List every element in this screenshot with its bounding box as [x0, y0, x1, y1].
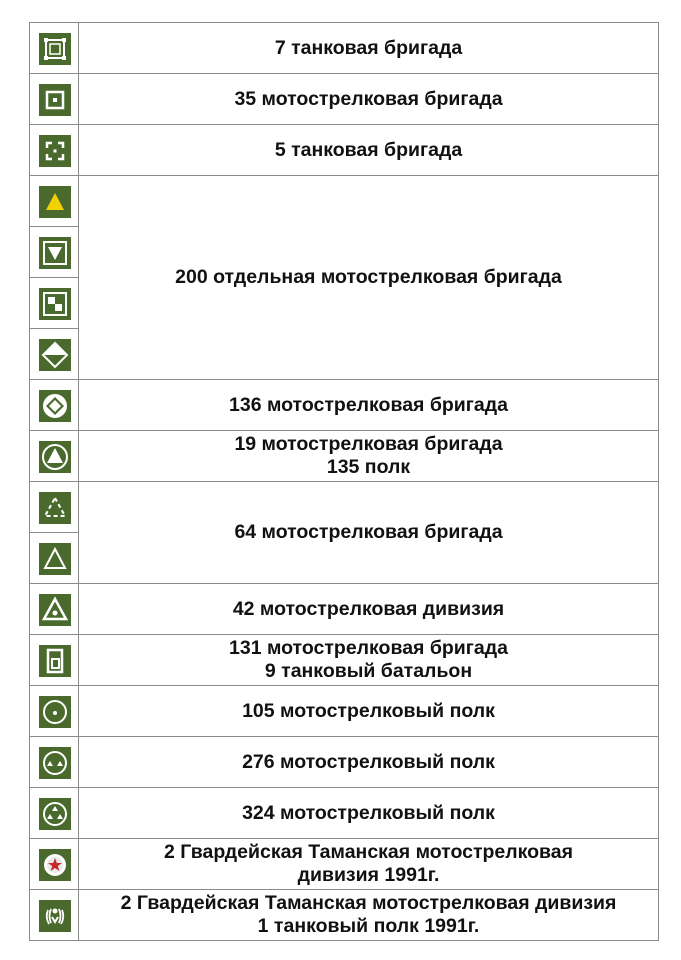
- icon-cell: [29, 736, 79, 788]
- icon-cell: [29, 532, 79, 584]
- unit-name-cell: [78, 838, 659, 890]
- circle-with-two-triangles-icon: [39, 747, 71, 779]
- icon-cell: [29, 889, 79, 941]
- unit-name-line: 324 мотострелковый полк: [242, 801, 495, 824]
- guards-wreath-icon: [39, 900, 71, 932]
- unit-name-cell: [78, 481, 659, 584]
- unit-name-cell: [78, 583, 659, 635]
- broken-square-frame-icon: [39, 135, 71, 167]
- unit-name-cell: [78, 175, 659, 380]
- unit-name-line: 7 танковая бригада: [274, 36, 463, 59]
- unit-name-cell: [78, 124, 659, 176]
- unit-name-line: 105 мотострелковый полк: [242, 699, 495, 722]
- icon-cell: [29, 838, 79, 890]
- inverted-triangle-icon: [39, 237, 71, 269]
- unit-name-line: 2 Гвардейская Таманская мотострелковая: [163, 841, 574, 863]
- unit-name-cell: [78, 634, 659, 686]
- icon-cell: [29, 277, 79, 329]
- icon-cell: [29, 379, 79, 431]
- circle-with-three-triangles-icon: [39, 798, 71, 830]
- unit-name-line: 5 танковая бригада: [274, 138, 463, 161]
- icon-cell: [29, 634, 79, 686]
- unit-name-cell: [78, 379, 659, 431]
- unit-name-cell: [78, 430, 659, 482]
- guards-red-star-icon: [39, 849, 71, 881]
- icon-cell: [29, 226, 79, 278]
- outline-triangle-icon: [39, 543, 71, 575]
- yellow-triangle-icon: [39, 186, 71, 218]
- unit-name-line: 276 мотострелковый полк: [242, 750, 495, 773]
- icon-cell: [29, 73, 79, 125]
- unit-name-line: 1 танковый полк 1991г.: [257, 915, 480, 937]
- dashed-triangle-icon: [39, 492, 71, 524]
- triangle-in-circle-icon: [39, 441, 71, 473]
- icon-cell: [29, 175, 79, 227]
- checkered-square-icon: [39, 288, 71, 320]
- icon-cell: [29, 583, 79, 635]
- unit-name-line: 42 мотострелковая дивизия: [232, 597, 505, 620]
- diamond-in-circle-icon: [39, 390, 71, 422]
- icon-cell: [29, 787, 79, 839]
- icon-cell: [29, 328, 79, 380]
- unit-insignia-table: [29, 22, 659, 941]
- unit-name-line: 64 мотострелковая бригада: [234, 521, 503, 543]
- square-frame-corners-icon: [39, 33, 71, 65]
- unit-name-line: 2 Гвардейская Таманская мотострелковая дивизия: [120, 892, 617, 914]
- unit-name-line: дивизия 1991г.: [297, 864, 440, 886]
- unit-name-cell: [78, 73, 659, 125]
- icon-cell: [29, 430, 79, 482]
- icon-cell: [29, 685, 79, 737]
- unit-name-cell: [78, 685, 659, 737]
- unit-name-line: 200 отдельная мотострелковая бригада: [175, 266, 562, 288]
- unit-name-line: 136 мотострелковая бригада: [229, 393, 508, 416]
- unit-name-line: 9 танковый батальон: [264, 660, 473, 682]
- circle-with-dot-icon: [39, 696, 71, 728]
- unit-name-line: 35 мотострелковая бригада: [234, 87, 503, 110]
- square-with-center-dot-icon: [39, 84, 71, 116]
- triangle-with-dot-icon: [39, 594, 71, 626]
- diamond-half-icon: [39, 339, 71, 371]
- unit-name-cell: [78, 889, 659, 941]
- unit-name-line: 19 мотострелковая бригада: [234, 433, 503, 455]
- unit-name-cell: [78, 22, 659, 74]
- icon-cell: [29, 481, 79, 533]
- unit-name-line: 131 мотострелковая бригада: [229, 637, 508, 659]
- unit-name-cell: [78, 736, 659, 788]
- icon-cell: [29, 22, 79, 74]
- unit-name-line: 135 полк: [326, 456, 411, 478]
- unit-name-cell: [78, 787, 659, 839]
- square-with-inner-frame-icon: [39, 645, 71, 677]
- icon-cell: [29, 124, 79, 176]
